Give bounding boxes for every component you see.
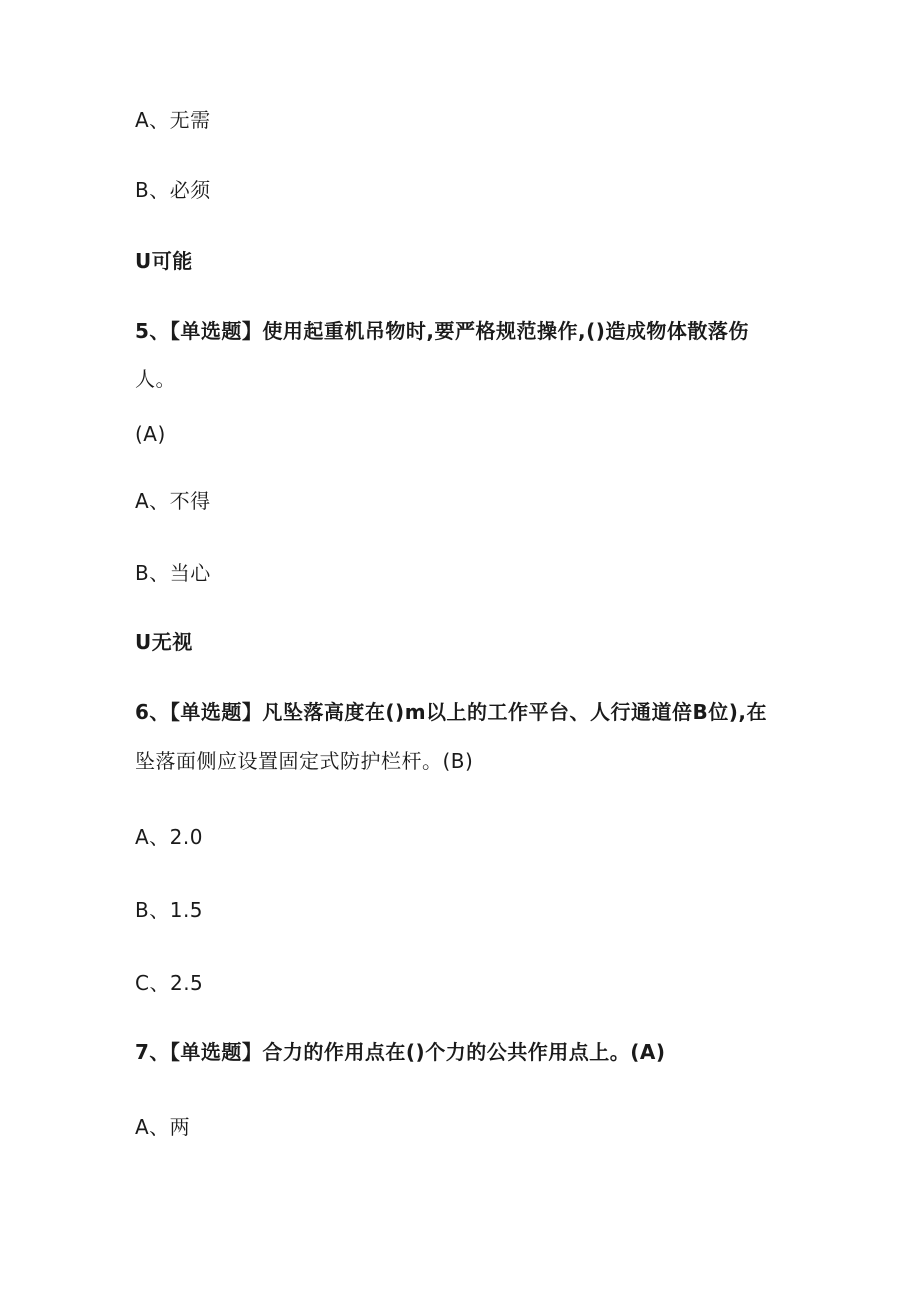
option-a-q7: A、两 bbox=[135, 1115, 191, 1139]
question-5-answer: (A) bbox=[135, 422, 166, 446]
option-b-q4: B、必须 bbox=[135, 178, 211, 202]
question-6-line-1: 6、【单选题】凡坠落高度在()m以上的工作平台、人行通道倍B位),在 bbox=[135, 700, 768, 724]
option-c-q5: U无视 bbox=[135, 630, 193, 654]
question-5-line-2: 人。 bbox=[135, 367, 176, 391]
question-5-line-1: 5、【单选题】使用起重机吊物时,要严格规范操作,()造成物体散落伤 bbox=[135, 319, 749, 343]
option-b-q6: B、1.5 bbox=[135, 898, 204, 922]
option-a-q4: A、无需 bbox=[135, 108, 211, 132]
option-a-q6: A、2.0 bbox=[135, 825, 203, 849]
option-c-q4: U可能 bbox=[135, 249, 193, 273]
question-6-line-2: 坠落面侧应设置固定式防护栏杆。(B) bbox=[135, 749, 474, 773]
option-b-q5: B、当心 bbox=[135, 561, 211, 585]
option-a-q5: A、不得 bbox=[135, 489, 211, 513]
option-c-q6: C、2.5 bbox=[135, 971, 204, 995]
question-7-line-1: 7、【单选题】合力的作用点在()个力的公共作用点上。(A) bbox=[135, 1040, 666, 1064]
